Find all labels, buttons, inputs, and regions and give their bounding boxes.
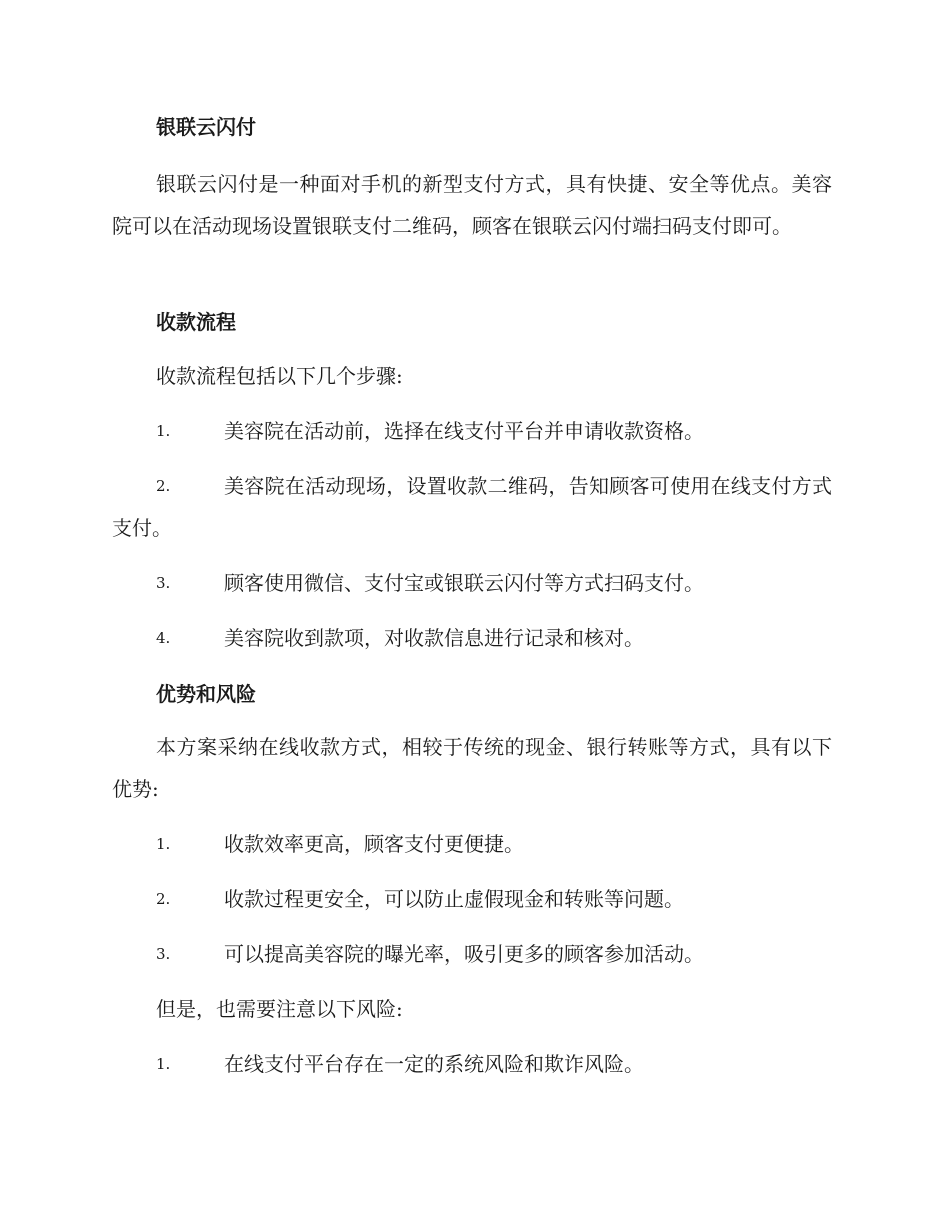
list-number: 1. [156, 1055, 171, 1073]
list-item [112, 410, 832, 452]
list-number: 2. [156, 477, 171, 495]
list-item [112, 823, 832, 865]
list-number: 2. [156, 890, 171, 908]
list-number: 4. [156, 629, 171, 647]
section-heading-advantages-risks: 优势和风险 [156, 682, 256, 706]
list-item [112, 465, 832, 549]
list-text: 顾客使用微信、支付宝或银联云闪付等方式扫码支付。 [224, 571, 704, 595]
list-item [112, 878, 832, 920]
list-text: 收款过程更安全，可以防止虚假现金和转账等问题。 [224, 887, 684, 911]
list-number: 1. [156, 422, 171, 440]
list-text: 可以提高美容院的曝光率，吸引更多的顾客参加活动。 [224, 942, 704, 966]
paragraph-risk-intro: 但是，也需要注意以下风险: [156, 997, 403, 1021]
list-text: 美容院在活动前，选择在线支付平台并申请收款资格。 [224, 419, 704, 443]
list-number: 3. [156, 945, 171, 963]
list-item [112, 1043, 832, 1085]
paragraph-unionpay: 银联云闪付是一种面对手机的新型支付方式，具有快捷、安全等优点。美容院可以在活动现场设置银联支付二维码，顾客在银联云闪付端扫码支付即可。 [112, 172, 832, 238]
list-item [112, 617, 832, 659]
section-heading-unionpay: 银联云闪付 [156, 115, 256, 139]
paragraph-advantages-intro: 本方案采纳在线收款方式，相较于传统的现金、银行转账等方式，具有以下优势: [112, 735, 832, 801]
list-text: 美容院在活动现场，设置收款二维码，告知顾客可使用在线支付方式支付。 [112, 474, 832, 540]
list-item [112, 933, 832, 975]
list-item [112, 562, 832, 604]
list-text: 收款效率更高，顾客支付更便捷。 [224, 832, 524, 856]
list-number: 3. [156, 574, 171, 592]
paragraph-process-intro: 收款流程包括以下几个步骤: [156, 364, 403, 388]
list-text: 美容院收到款项，对收款信息进行记录和核对。 [224, 626, 644, 650]
section-heading-process: 收款流程 [156, 310, 236, 334]
list-number: 1. [156, 835, 171, 853]
list-text: 在线支付平台存在一定的系统风险和欺诈风险。 [224, 1052, 644, 1076]
